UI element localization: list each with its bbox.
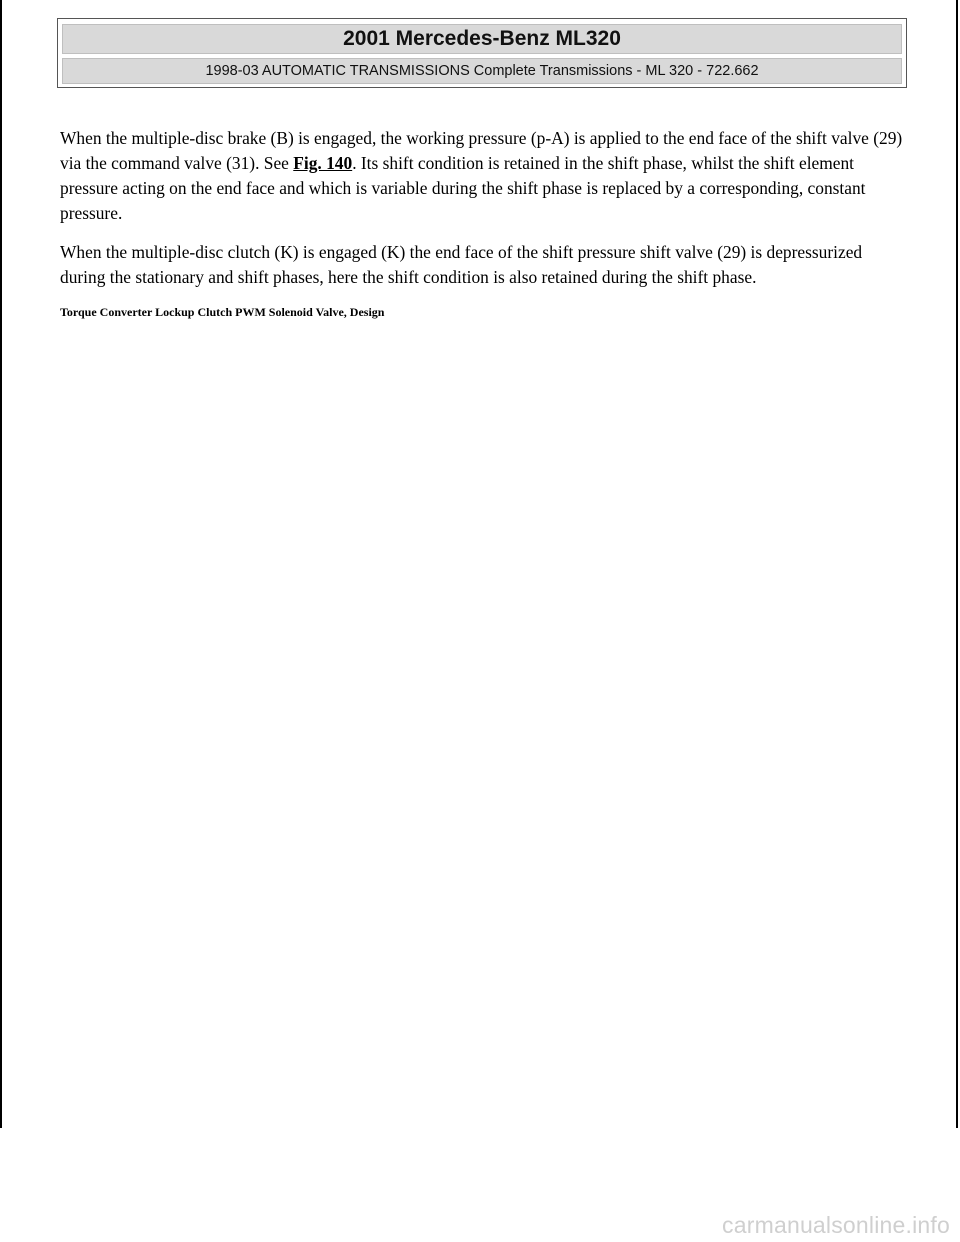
document-header	[57, 18, 907, 88]
document-title: 2001 Mercedes-Benz ML320	[62, 24, 902, 54]
document-subtitle: 1998-03 AUTOMATIC TRANSMISSIONS Complete Transmissions - ML 320 - 722.662	[62, 58, 902, 84]
section-heading: Torque Converter Lockup Clutch PWM Solenoid Valve, Design	[60, 305, 385, 319]
paragraph-brake-engaged	[60, 126, 910, 226]
figure-link[interactable]: Fig. 140	[293, 153, 353, 173]
page-frame-left	[0, 0, 2, 1128]
paragraph-text: When the multiple-disc brake (B) is engaged, the working pressure (p-A) is applied to the end face of the shift valve (29) via the command valve (31). See	[60, 128, 903, 173]
watermark: carmanualsonline.info	[722, 1212, 950, 1238]
document-body	[60, 126, 910, 320]
paragraph-clutch-engaged: When the multiple-disc clutch (K) is engaged (K) the end face of the shift pressure shift valve (29) is depressurized during the stationary and shift phases, here the shift condition is also retained during the shift phase.	[60, 242, 863, 287]
paragraph-text: . Its shift condition is retained in the shift phase, whilst the shift element pressure acting on the end face and which is variable during the shift phase is replaced by a corresponding, constant pressure.	[60, 153, 866, 223]
page-frame-right	[956, 0, 958, 1128]
